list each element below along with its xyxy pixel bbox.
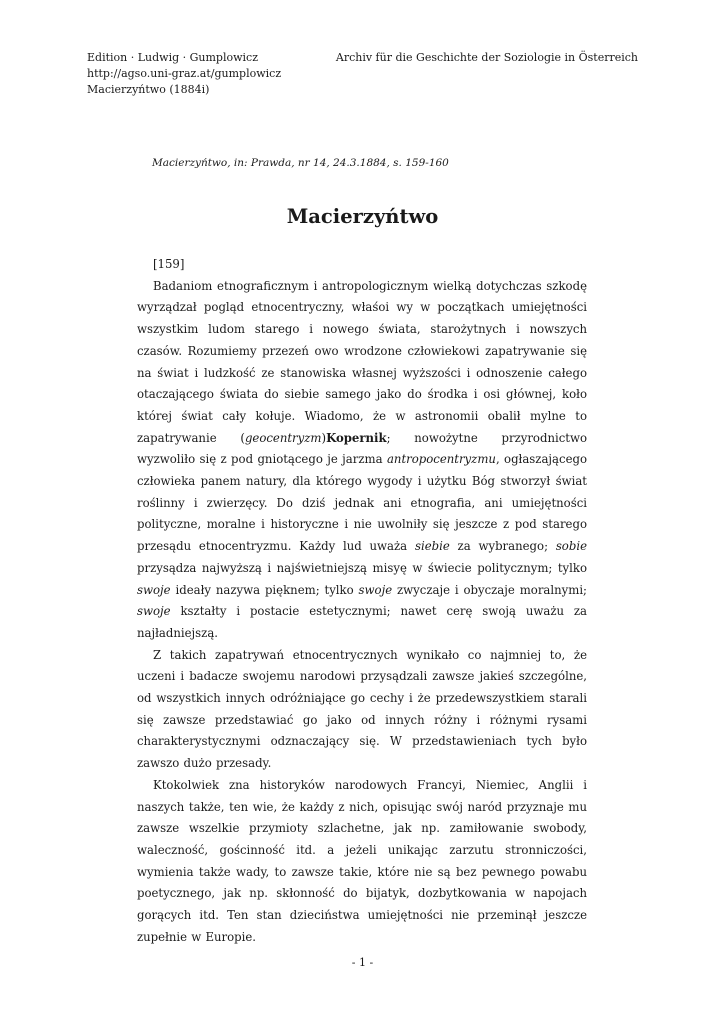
page-number: - 1 -	[351, 956, 374, 969]
source-citation: Macierzyńtwo, in: Prawda, nr 14, 24.3.1884, s. 159-160	[152, 157, 449, 169]
page-reference: [159]	[153, 257, 185, 271]
page-title: Macierzyńtwo	[286, 205, 439, 228]
edition-line: Edition · Ludwig · Gumplowicz	[87, 51, 258, 64]
paragraph-1: Badaniom etnograficznym i antropologicznym wielką dotychczas szkodę wyrządzał pogląd etnocentryczny, właśoi wy w początkach umiejętności wszystkim ludom starego i nowego świata, starożytnych i nowszych czasów. Rozumiemy przezeń owo wrodzone człowiekowi zapatrywanie się na świat i ludzkość ze stanowiska własnej wyższości i odnoszenie całego otaczającego świata do siebie samego jako do środka i osi głównej, koło której świat cały kołuje. Wiadomo, że w astronomii obalił mylne to zapatrywanie (geocentryzm)Kopernik; nowożytne przyrodnictwo wyzwoliło się z pod gniotącego je jarzma antropocentryzmu, ogłaszającego człowieka panem natury, dla którego wygody i użytku Bóg stworzył świat roślinny i zwierzęcy. Do dziś jednak ani etnografia, ani umiejętności polityczne, moralne i historyczne i nie uwolniły się jeszcze z pod starego przesądu etnocentryzmu. Każdy lud uważa siebie za wybranego; sobie przysądza najwyższą i najświetniejszą misyę w świecie politycznym; tylko swoje ideały nazywa pięknem; tylko swoje zwyczaje i obyczaje moralnymi; swoje kształty i postacie estetycznymi; nawet cerę swoją uważu za najładniejszą.	[137, 278, 588, 640]
header-left	[87, 50, 281, 98]
paragraph-3: Ktokolwiek zna historyków narodowych Francyi, Niemiec, Anglii i naszych także, ten wie, że każdy z nich, opisując swój naród przyznaje mu zawsze wszelkie przymioty szlachetne, jak np. zamiłowanie swobody, waleczność, gościnność itd. a jeżeli unikając zarzutu stronniczości, wymienia także wady, to zawsze takie, które nie są bez pewnego powabu poetycznego, jak np. skłonność do bijatyk, dozbytkowania w napojach gorących itd. Ten stan dzieciństwa umiejętności nie przeminął jeszcze zupełnie w Europie.	[137, 777, 587, 944]
edition-url: http://agso.uni-graz.at/gumplowicz	[87, 67, 282, 80]
archive-name: Archiv für die Geschichte der Soziologie in Österreich	[335, 51, 638, 64]
body-text	[137, 254, 587, 949]
paragraph-2: Z takich zapatrywań etnocentrycznych wynikało co najmniej to, że uczeni i badacze swojemu narodowi przysądzali zawsze jakieś szczególne, od wszystkich innych odróżniające go cechy i że przedewszystkiem starali się zawsze przedstawiać go jako od innych różny i różnymi rysami charakterystycznymi odznaczający się. W przedstawieniach tych było zawszo dużo przesady.	[137, 647, 587, 771]
edition-work-id: Macierzyńtwo (1884i)	[87, 83, 210, 96]
